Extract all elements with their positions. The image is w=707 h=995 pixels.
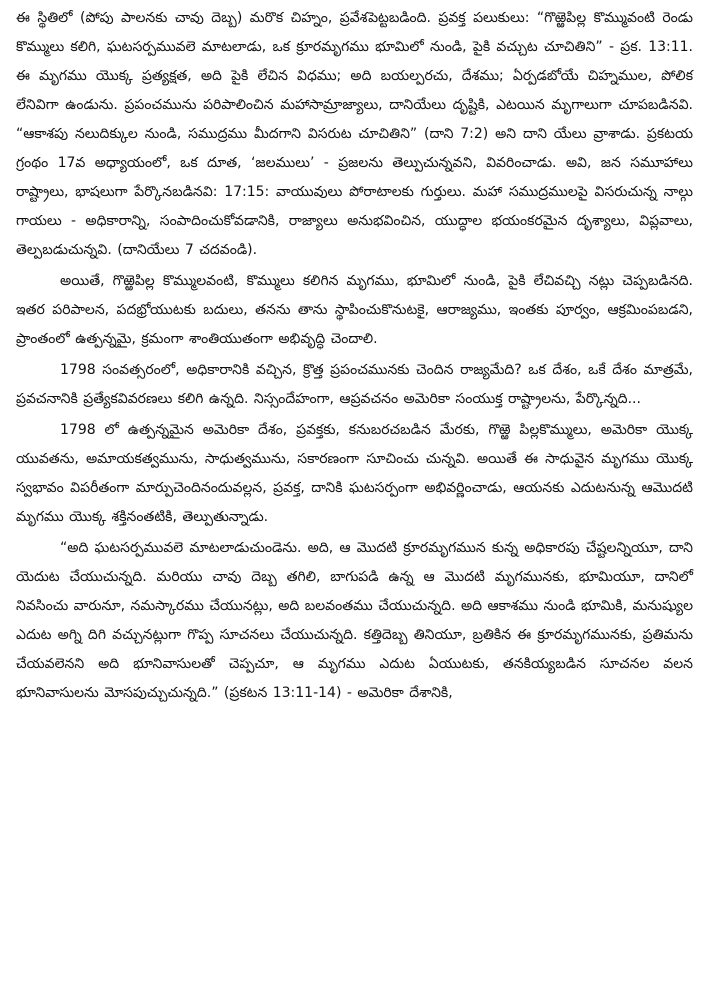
paragraph-4: 1798 లో ఉత్పన్నమైన అమెరికా దేశం, ప్రవక్తకు, కనుబరచబడిన మేరకు, గొఱ్ఱె పిల్లకొమ్ములు, అమెరికా యొక్క యువతను, అమాయకత్వమును, సాధుత్వమును, సకారణంగా సూచించు చున్నవి. అయితే ఈ సాధువైన మృగము యొక్క స్వభావం విపరీతంగా మార్పుచెందినందువల్లన, ప్రవక్త, దానికి ఘటసర్పంగా అభివర్ణించాడు, ఆయనకు ఎదుటనున్న ఆమొదటి మృగము యొక్క శక్తినంతటికి, తెల్పుతున్నాడు. [16,422,693,525]
paragraph-2: అయితే, గొఱ్ఱెపిల్ల కొమ్ములవంటి, కొమ్ములు కలిగిన మృగము, భూమిలో నుండి, పైకి లేచివచ్చి నట్లు చెప్పబడినది. ఇతర పరిపాలన, పదభ్రోయుటకు బదులు, తనను తాను స్థాపించుకొనుటకై, ఆరాజ్యము, ఇంతకు పూర్వం, ఆక్రమింపబడని, ప్రాంతంలో ఉత్పన్నమై, క్రమంగా శాంతియుతంగా అభివృద్ధి చెందాలి. [16,273,693,347]
paragraph-3: 1798 సంవత్సరంలో, అధికారానికి వచ్చిన, క్రొత్త ప్రపంచమునకు చెందిన రాజ్యమేది? ఒక దేశం, ఒకే దేశం మాత్రమే, ప్రవచనానికి ప్రత్యేకవివరణలు కలిగి ఉన్నది. నిస్సందేహంగా, ఆప్రవచనం అమెరికా సంయుక్త రాష్ట్రాలను, పేర్కొన్నది... [16,362,693,407]
paragraph-1: ఈ స్థితిలో (పోపు పాలనకు చావు దెబ్బ) మరొక చిహ్నం, ప్రవేశపెట్టబడింది. ప్రవక్త పలుకులు: “గొఱ్ఱెపిల్ల కొమ్మువంటి రెండు కొమ్ములు కలిగి, ఘటసర్పమువలె మాటలాడు, ఒక క్రూరమృగము భూమిలో నుండి, పైకి వచ్చుట చూచితిని” - ప్రక. 13:11. ఈ మృగము యొక్క ప్రత్యక్షత, అది పైకి లేచిన విధము; అది బయల్పరచు, దేశము; ఏర్పడబోయే చిహ్నముల, పోలిక లేనివిగా ఉండును. ప్రపంచమును పరిపాలించిన మహాసామ్రాజ్యాలు, దానియేలు దృష్టికి, ఎటయిన మృగాలుగా చూపబడినవి. “ఆకాశపు నలుదిక్కుల నుండి, సముద్రము మీదగాని విసరుట చూచితిని” (దాని 7:2) అని దాని యేలు వ్రాశాడు. ప్రకటయ గ్రంథం 17వ అధ్యాయంలో, ఒక దూత, ‘జలములు’ - ప్రజలను తెల్పుచున్నవని, వివరించాడు. అవి, జన సమూహాలు రాష్ట్రాలు, భాషలుగా పేర్కొనబడినవి: 17:15: వాయువులు పోరాటాలకు గుర్తులు. మహా సముద్రములపై విసరుచున్న నాల్గు గాయలు - అధికారాన్ని, సంపాదించుకోవడానికి, రాజ్యాలు అనుభవించిన, యుద్ధాల భయంకరమైన దృశ్యాలు, విప్లవాలు, తెల్పబడుచున్నవి. (దానియేలు 7 చదవండి). [16,10,693,258]
paragraph-5: “అది ఘటసర్పమువలె మాటలాడుచుండెను. అది, ఆ మొదటి క్రూరమృగమున కున్న అధికారపు చేష్టలన్నియూ, దాని యెదుట చేయుచున్నది. మరియు చావు దెబ్బ తగిలి, బాగుపడి ఉన్న ఆ మొదటి మృగమునకు, భూమియూ, దానిలో నివసించు వారునూ, నమస్కారము చేయునట్లు, అది బలవంతము చేయుచున్నది. అది ఆకాశము నుండి భూమికి, మనుష్యుల ఎదుట అగ్ని దిగి వచ్చునట్లుగా గొప్ప సూచనలు చేయుచున్నది. కత్తిదెబ్బ తినియూ, బ్రతికిన ఈ క్రూరమృగమునకు, ప్రతిమను చేయవలెనని అది భూనివాసులతో చెప్పచూ, ఆ మృగము ఎదుట ఏయుటకు, తనకియ్యబడిన సూచనల వలన భూనివాసులను మోసపుచ్చుచున్నది.” (ప్రకటన 13:11-14) - అమెరికా దేశానికి, [16,540,693,701]
